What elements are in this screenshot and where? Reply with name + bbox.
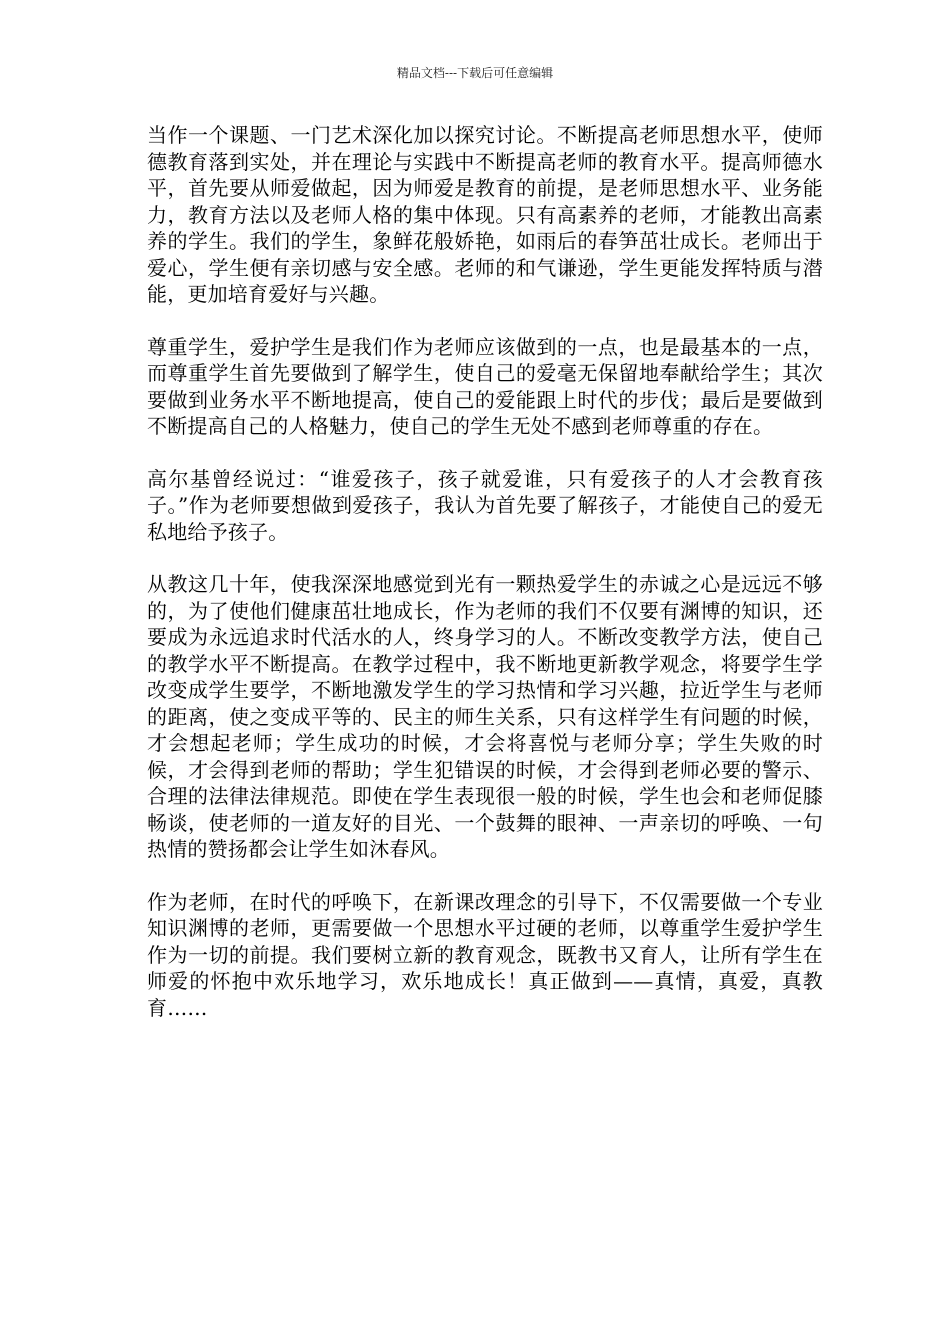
document-body [147, 122, 823, 1047]
paragraph-2: 尊重学生，爱护学生是我们作为老师应该做到的一点，也是最基本的一点，而尊重学生首先要做到了解学生，使自己的爱毫无保留地奉献给学生；其次要做到业务水平不断地提高，使自己的爱能跟上时代的步伐；最后是要做到不断提高自己的人格魅力，使自己的学生无处不感到老师尊重的存在。 [147, 334, 823, 438]
paragraph-5: 作为老师，在时代的呼唤下，在新课改理念的引导下，不仅需要做一个专业知识渊博的老师，更需要做一个思想水平过硬的老师，以尊重学生爱护学生作为一切的前提。我们要树立新的教育观念，既教书又育人，让所有学生在师爱的怀抱中欢乐地学习，欢乐地成长！真正做到——真情，真爱，真教育…… [147, 889, 823, 1020]
page-header: 精品文档---下载后可任意编辑 [396, 66, 554, 80]
paragraph-4: 从教这几十年，使我深深地感觉到光有一颗热爱学生的赤诚之心是远远不够的，为了使他们健康茁壮地成长，作为老师的我们不仅要有渊博的知识，还要成为永远追求时代活水的人，终身学习的人。不断改变教学方法，使自己的教学水平不断提高。在教学过程中，我不断地更新教学观念，将要学生学改变成学生要学，不断地激发学生的学习热情和学习兴趣，拉近学生与老师的距离，使之变成平等的、民主的师生关系，只有这样学生有问题的时候，才会想起老师；学生成功的时候，才会将喜悦与老师分享；学生失败的时候，才会得到老师的帮助；学生犯错误的时候，才会得到老师必要的警示、合理的法律法律规范。即使在学生表现很一般的时候，学生也会和老师促膝畅谈，使老师的一道友好的目光、一个鼓舞的眼神、一声亲切的呼唤、一句热情的赞扬都会让学生如沐春风。 [147, 572, 823, 861]
paragraph-3: 高尔基曾经说过：“谁爱孩子，孩子就爱谁，只有爱孩子的人才会教育孩子。”作为老师要想做到爱孩子，我认为首先要了解孩子，才能使自己的爱无私地给予孩子。 [147, 466, 823, 544]
paragraph-1: 当作一个课题、一门艺术深化加以探究讨论。不断提高老师思想水平，使师德教育落到实处，并在理论与实践中不断提高老师的教育水平。提高师德水平，首先要从师爱做起，因为师爱是教育的前提，是老师思想水平、业务能力，教育方法以及老师人格的集中体现。只有高素养的老师，才能教出高素养的学生。我们的学生，象鲜花般娇艳，如雨后的春笋茁壮成长。老师出于爱心，学生便有亲切感与安全感。老师的和气谦逊，学生更能发挥特质与潜能，更加培育爱好与兴趣。 [147, 123, 823, 306]
